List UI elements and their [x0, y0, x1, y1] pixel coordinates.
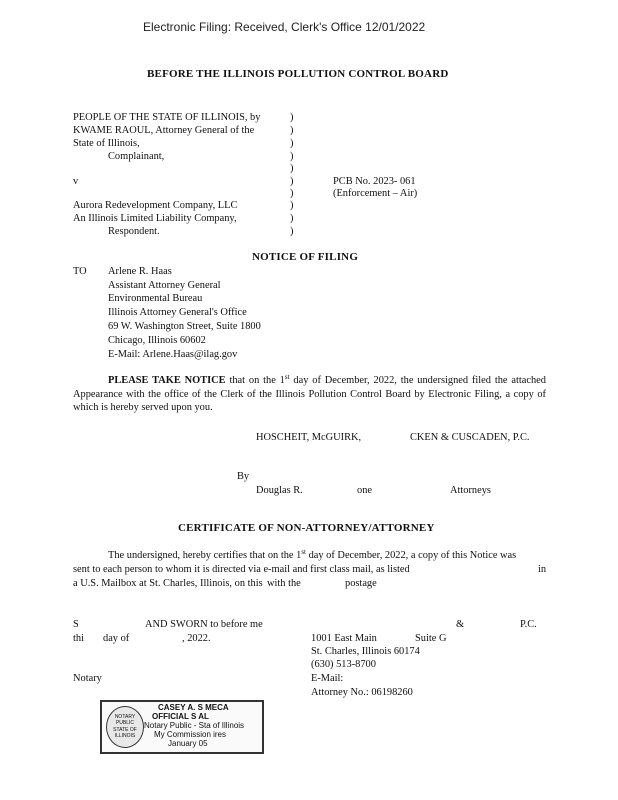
firm-email-label: E-Mail: — [311, 673, 344, 684]
board-title: BEFORE THE ILLINOIS POLLUTION CONTROL BOARD — [147, 68, 449, 80]
firm-street: 1001 East Main — [311, 633, 377, 644]
caption-line: PEOPLE OF THE STATE OF ILLINOIS, by — [73, 112, 261, 123]
address-line: 69 W. Washington Street, Suite 1800 — [108, 321, 261, 332]
paren: ) — [290, 176, 294, 187]
paren: ) — [290, 112, 294, 123]
notary-seal-icon — [106, 706, 144, 748]
cert-line-3b: with the — [267, 578, 301, 589]
stamp-notary-public: Notary Public - Sta of Illinois — [144, 721, 245, 730]
case-type: (Enforcement – Air) — [333, 188, 418, 199]
notary-label: Notary — [73, 673, 102, 684]
caption-line: An Illinois Limited Liability Company, — [73, 213, 237, 224]
paren: ) — [290, 226, 294, 237]
firm-pc: P.C. — [520, 619, 537, 630]
address-line: Chicago, Illinois 60602 — [108, 335, 206, 346]
address-line: Environmental Bureau — [108, 293, 203, 304]
notice-heading: NOTICE OF FILING — [252, 251, 359, 263]
address-line: Illinois Attorney General's Office — [108, 307, 247, 318]
certificate-heading: CERTIFICATE OF NON-ATTORNEY/ATTORNEY — [178, 522, 435, 534]
cert-text-rest: day of December, 2022, a copy of this Notice was — [305, 550, 517, 561]
firm-name-right: CKEN & CUSCADEN, P.C. — [410, 432, 530, 443]
cert-line-2: sent to each person to whom it is directed via e-mail and first class mail, as listed — [73, 564, 410, 575]
firm-name-left: HOSCHEIT, McGUIRK, — [256, 432, 362, 443]
caption-line: Respondent. — [108, 226, 160, 237]
caption-line: v — [73, 176, 79, 187]
caption-line: Aurora Redevelopment Company, LLC — [73, 200, 238, 211]
paren: ) — [290, 163, 294, 174]
address-line: Assistant Attorney General — [108, 280, 221, 291]
cert-line-3: a U.S. Mailbox at St. Charles, Illinois, on this — [73, 578, 263, 589]
firm-city: St. Charles, Illinois 60174 — [311, 646, 420, 657]
case-number: PCB No. 2023- 061 — [333, 176, 416, 187]
address-line: E-Mail: Arlene.Haas@ilag.gov — [108, 349, 238, 360]
cert-line-2-end: in — [538, 564, 547, 575]
paren: ) — [290, 138, 294, 149]
by-label: By — [237, 471, 250, 482]
cert-sup: st — [301, 548, 306, 556]
notice-sup: st — [284, 373, 290, 381]
notary-stamp — [100, 700, 264, 754]
signer-fragment: one — [357, 485, 373, 496]
caption-line: Complainant, — [108, 151, 165, 162]
firm-ampersand: & — [456, 619, 465, 630]
notice-text-rest: day of December, 2022, the undersigned filed the attached Appearance with the office of the Clerk of the Illinois Pollution Control Board by Electronic Filing, a copy of which is hereby served upon you. — [73, 375, 546, 413]
caption-line: KWAME RAOUL, Attorney General of the — [73, 125, 255, 136]
paren: ) — [290, 213, 294, 224]
stamp-commission: My Commission ires — [154, 730, 227, 739]
stamp-name: CASEY A. S MECA — [158, 703, 229, 712]
attorney-number: Attorney No.: 06198260 — [311, 687, 413, 698]
cert-line-3c: postage — [345, 578, 377, 589]
signer-title: Attorneys — [450, 485, 491, 496]
subscribed-dayof: day of — [103, 633, 130, 644]
sworn-text: AND SWORN to before me — [145, 619, 263, 630]
subscribed-thi: thi — [73, 633, 84, 644]
to-label: TO — [73, 266, 87, 277]
notice-paragraph — [73, 374, 546, 415]
paren: ) — [290, 125, 294, 136]
signer-name: Douglas R. — [256, 485, 303, 496]
cert-line-1 — [108, 549, 516, 562]
cert-text: The undersigned, hereby certifies that on the 1 — [108, 550, 302, 561]
notice-lead: PLEASE TAKE NOTICE — [108, 375, 226, 386]
paren: ) — [290, 151, 294, 162]
paren: ) — [290, 188, 294, 199]
firm-suite: Suite G — [415, 633, 447, 644]
subscribed-s: S — [73, 619, 79, 630]
caption-line: State of Illinois, — [73, 138, 140, 149]
address-line: Arlene R. Haas — [108, 266, 172, 277]
paren: ) — [290, 200, 294, 211]
seal-text: PUBLIC — [115, 720, 135, 726]
firm-phone: (630) 513-8700 — [311, 659, 376, 670]
stamp-expiry-date: January 05 — [168, 739, 208, 748]
seal-text: STATE OF — [113, 727, 137, 733]
stamp-official-seal: OFFICIAL S AL — [152, 712, 209, 721]
seal-text: NOTARY — [114, 714, 136, 720]
electronic-filing-header: Electronic Filing: Received, Clerk's Office 12/01/2022 — [143, 20, 426, 34]
subscribed-year: , 2022. — [182, 633, 211, 644]
seal-text: ILLINOIS — [114, 733, 136, 739]
notice-text: that on the 1 — [225, 375, 285, 386]
